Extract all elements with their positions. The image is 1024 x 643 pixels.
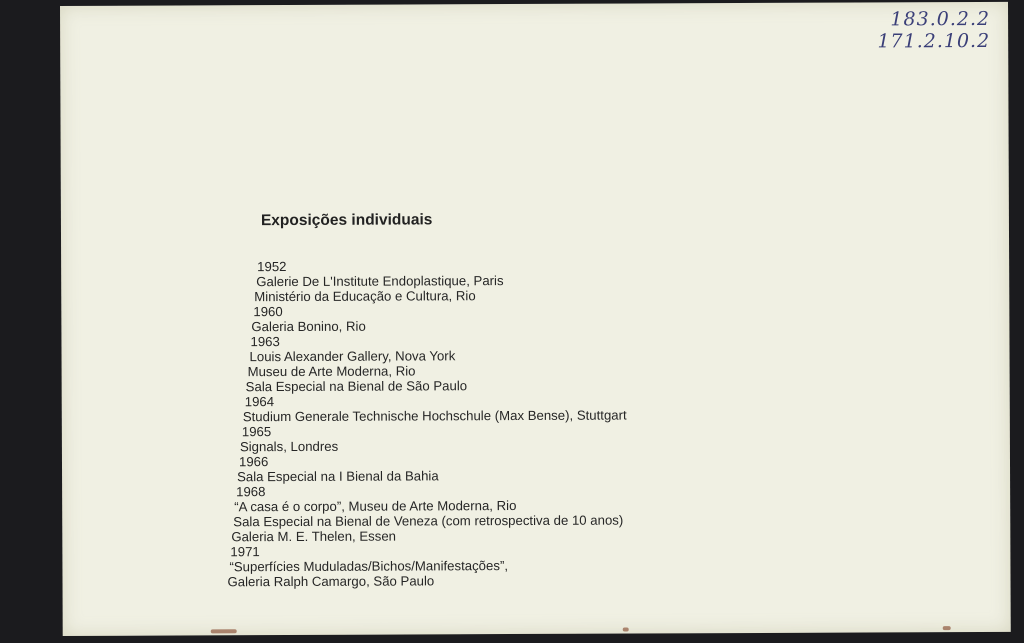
entry-line: Louis Alexander Gallery, Nova York: [249, 348, 456, 365]
year-line: 1966: [238, 454, 269, 470]
entry-line: Galerie De L'Institute Endoplastique, Paris: [256, 273, 504, 290]
edge-stain: [211, 629, 237, 633]
year-line: 1960: [253, 304, 283, 320]
handwritten-accession-numbers: [877, 8, 990, 52]
entry-line: Studium Generale Technische Hochschule (Max Bense), Stuttgart: [242, 407, 627, 425]
entry-line: Sala Especial na Bienal de São Paulo: [245, 378, 468, 395]
entry-line: Ministério da Educação e Cultura, Rio: [254, 288, 476, 305]
year-line: 1968: [236, 484, 266, 500]
accession-number: 183.0.2.2: [890, 7, 991, 31]
entry-line: Sala Especial na I Bienal da Bahia: [237, 468, 439, 485]
year-line: 1952: [257, 259, 287, 275]
edge-stain: [623, 628, 629, 632]
exhibition-list: [61, 256, 1002, 600]
entry-line: “Superfícies Muduladas/Bichos/Manifestações”,: [229, 558, 509, 575]
entry-line: Galeria M. E. Thelen, Essen: [231, 528, 397, 545]
entry-line: Sala Especial na Bienal de Veneza (com retrospectiva de 10 anos): [233, 512, 624, 530]
edge-stain: [943, 626, 951, 630]
year-line: 1964: [244, 394, 275, 410]
entry-line: Galeria Ralph Camargo, São Paulo: [227, 573, 435, 590]
document-sheet: [60, 2, 1011, 636]
year-line: 1963: [250, 334, 280, 350]
year-line: 1971: [230, 544, 260, 560]
accession-number: 171.2.10.2: [877, 29, 991, 53]
year-line: 1965: [241, 424, 272, 440]
entry-line: Galeria Bonino, Rio: [251, 318, 366, 335]
entry-line: “A casa é o corpo”, Museu de Arte Moderna, Rio: [234, 498, 517, 515]
section-title: Exposições individuais: [260, 211, 433, 230]
entry-line: Signals, Londres: [239, 438, 339, 455]
entry-line: Museu de Arte Moderna, Rio: [247, 363, 416, 380]
